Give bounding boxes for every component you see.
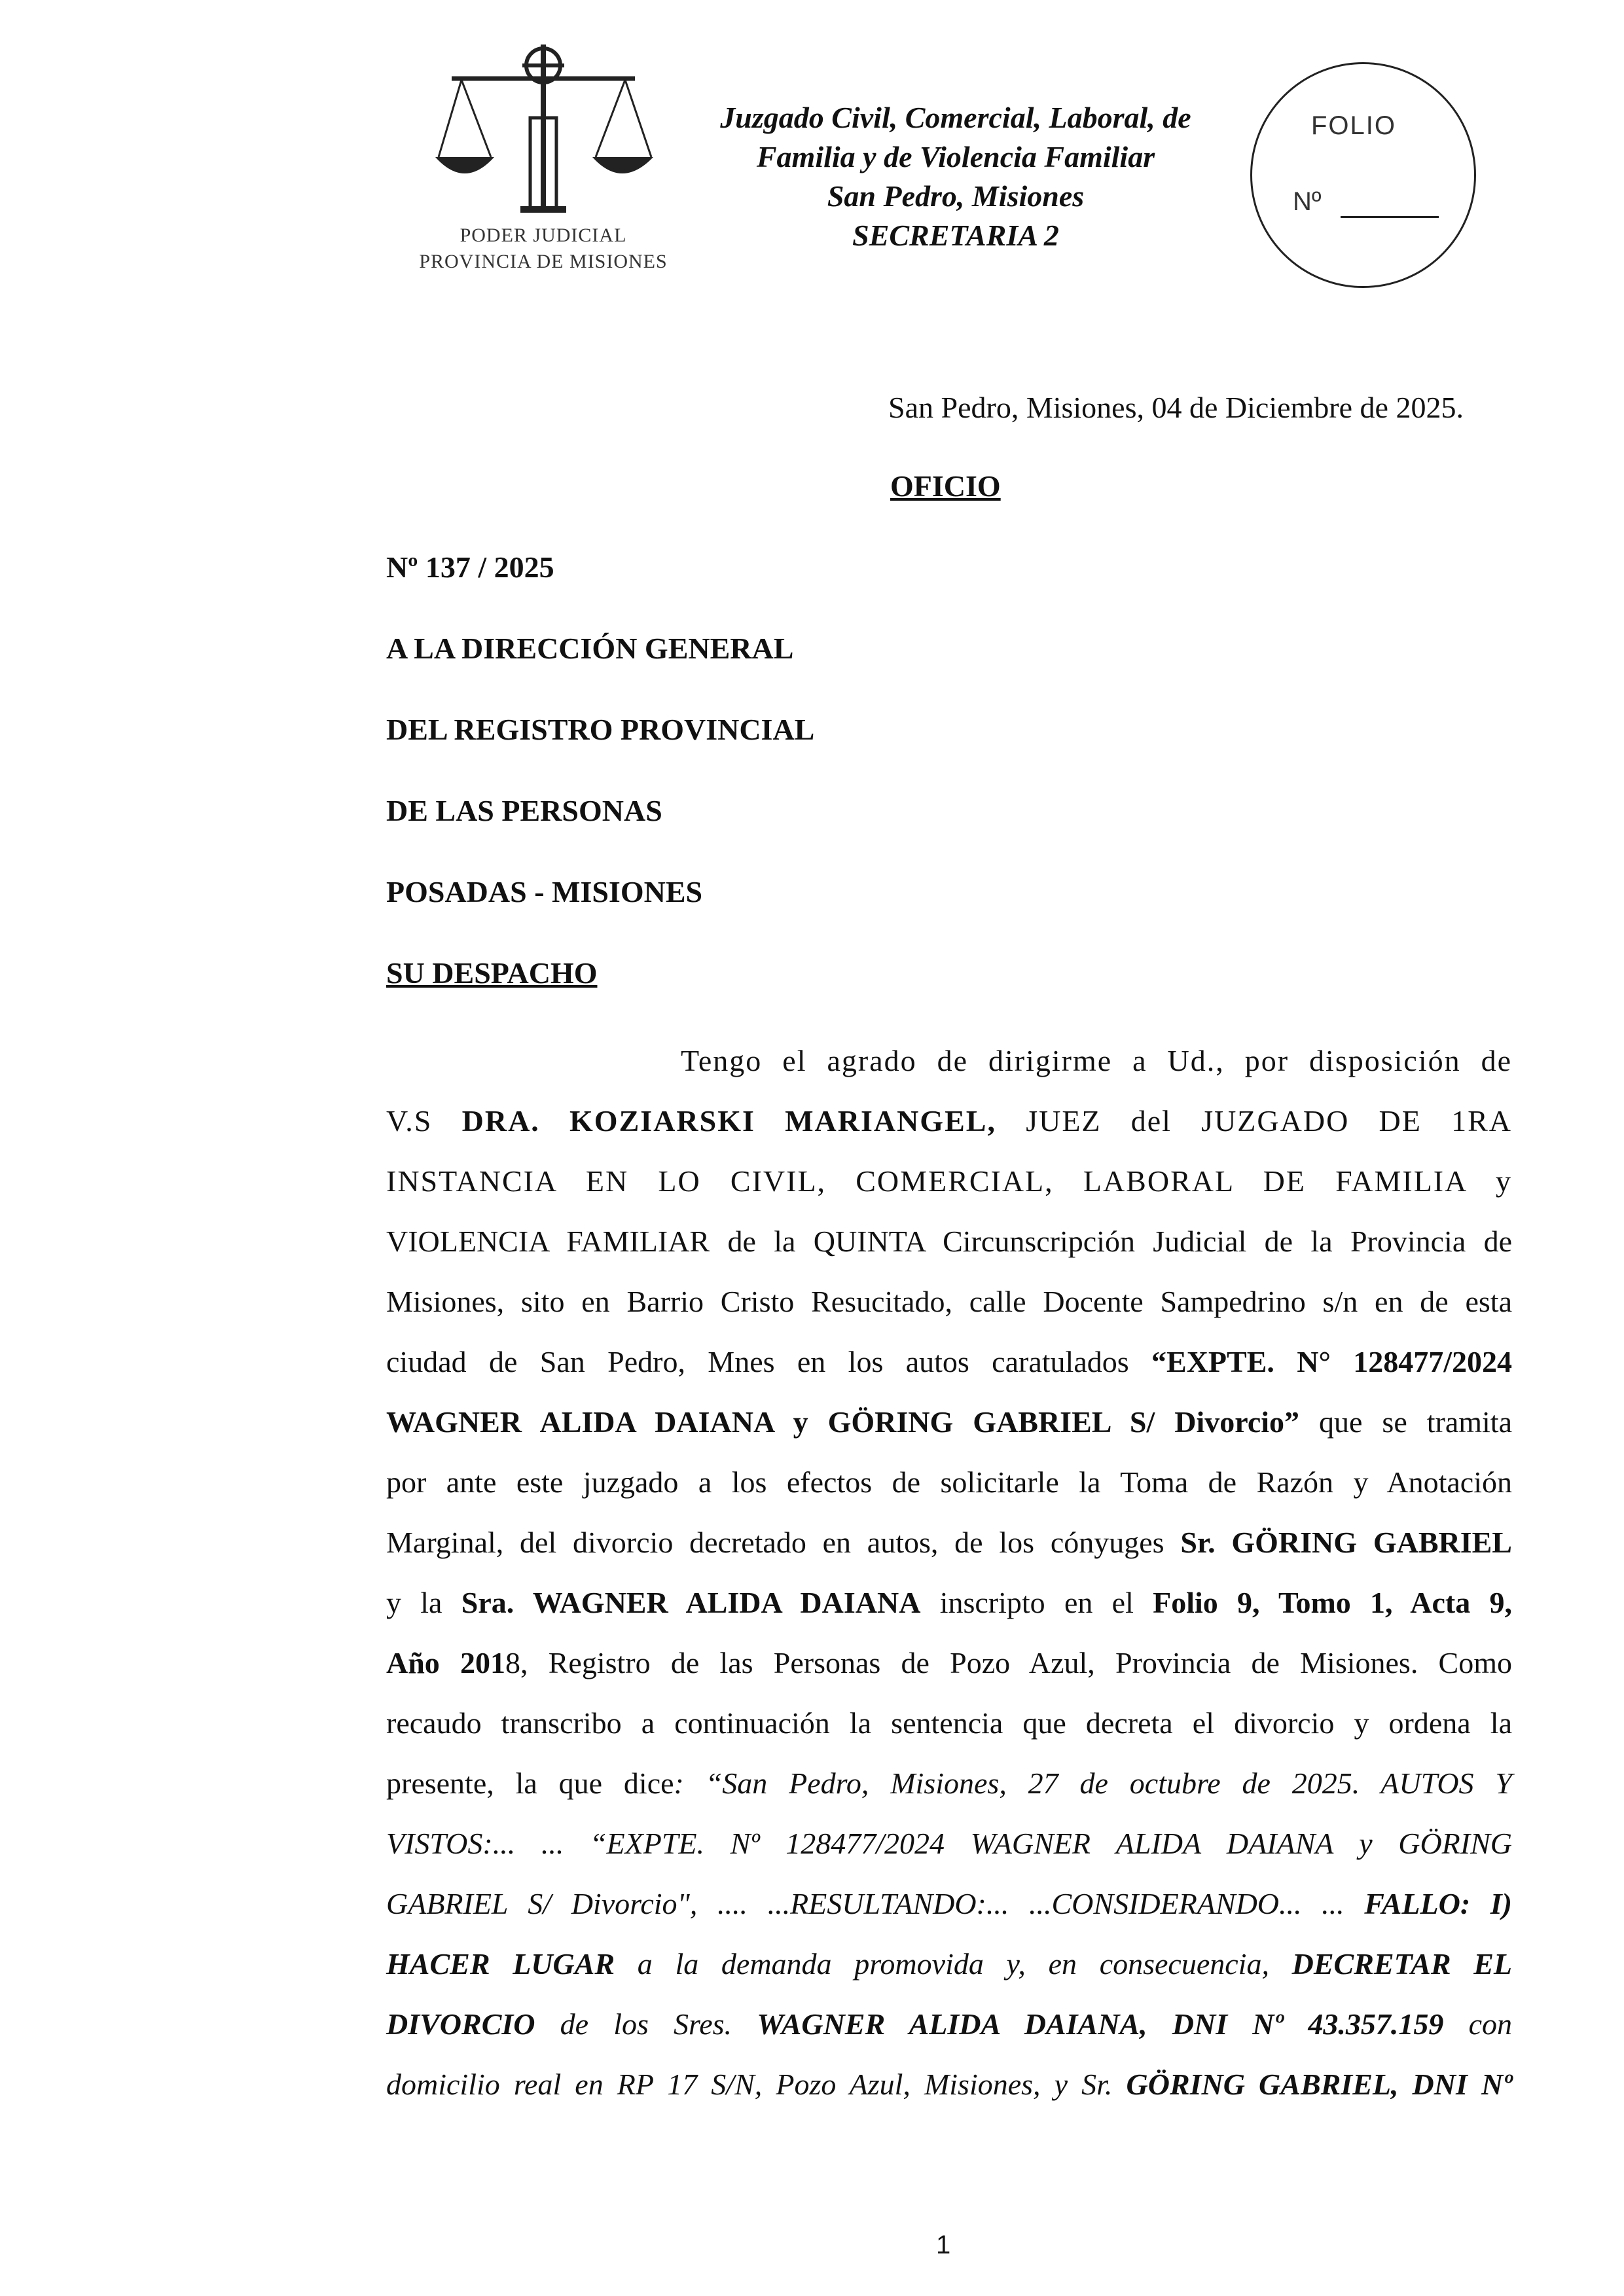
body-line-1: Tengo el agrado de dirigirme a Ud., por disposición de bbox=[681, 1044, 1512, 1077]
body-line-7: WAGNER ALIDA DAIANA y GÖRING GABRIEL S/ Divorcio” que se tramita bbox=[386, 1405, 1513, 1439]
body-line-2: V.S DRA. KOZIARSKI MARIANGEL, JUEZ del JUZGADO DE 1RA bbox=[386, 1104, 1512, 1138]
addressee-line-2: DEL REGISTRO PROVINCIAL bbox=[386, 713, 815, 746]
body-line-9: Marginal, del divorcio decretado en autos, de los cónyuges Sr. GÖRING GABRIEL bbox=[386, 1526, 1512, 1559]
body-line-10: y la Sra. WAGNER ALIDA DAIANA inscripto en el Folio 9, Tomo 1, Acta 9, bbox=[386, 1586, 1513, 1619]
court-line-4: SECRETARIA 2 bbox=[852, 219, 1059, 252]
addressee-line-3: DE LAS PERSONAS bbox=[386, 794, 662, 827]
body-line-17: DIVORCIO de los Sres. WAGNER ALIDA DAIANA, DNI Nº 43.357.159 con bbox=[386, 2007, 1512, 2041]
body-line-5: Misiones, sito en Barrio Cristo Resucitado, calle Docente Sampedrino s/n en de esta bbox=[386, 1285, 1512, 1318]
logo-line-1: PODER JUDICIAL bbox=[460, 224, 627, 246]
court-heading bbox=[681, 98, 1231, 255]
body-line-13: presente, la que dice: “San Pedro, Misiones, 27 de octubre de 2025. AUTOS Y bbox=[386, 1767, 1512, 1800]
body-line-6: ciudad de San Pedro, Mnes en los autos caratulados “EXPTE. N° 128477/2024 bbox=[386, 1345, 1513, 1378]
court-line-3: San Pedro, Misiones bbox=[827, 179, 1085, 213]
oficio-number: Nº 137 / 2025 bbox=[386, 550, 554, 584]
body-line-11: Año 2018, Registro de las Personas de Pozo Azul, Provincia de Misiones. Como bbox=[386, 1646, 1512, 1679]
body-line-4: VIOLENCIA FAMILIAR de la QUINTA Circunscripción Judicial de la Provincia de bbox=[386, 1225, 1512, 1258]
logo-line-2: PROVINCIA DE MISIONES bbox=[419, 251, 668, 272]
body-line-16: HACER LUGAR a la demanda promovida y, en consecuencia, DECRETAR EL bbox=[386, 1947, 1512, 1981]
date-line: San Pedro, Misiones, 04 de Diciembre de 2025. bbox=[888, 391, 1464, 424]
court-line-1: Juzgado Civil, Comercial, Laboral, de bbox=[720, 101, 1191, 134]
folio-number-label: Nº bbox=[1293, 187, 1322, 216]
court-line-2: Familia y de Violencia Familiar bbox=[756, 140, 1155, 173]
addressee-line-4: POSADAS - MISIONES bbox=[386, 875, 703, 908]
folio-number-blank bbox=[1341, 216, 1439, 218]
page-number: 1 bbox=[936, 2231, 951, 2259]
addressee-line-1: A LA DIRECCIÓN GENERAL bbox=[386, 632, 794, 665]
body-line-15: GABRIEL S/ Divorcio", .... ...RESULTANDO:... ...CONSIDERANDO... ... FALLO: I) bbox=[386, 1887, 1512, 1920]
body-line-12: recaudo transcribo a continuación la sentencia que decreta el divorcio y ordena la bbox=[386, 1706, 1512, 1740]
scales-of-justice-icon bbox=[432, 39, 655, 216]
body-line-3: INSTANCIA EN LO CIVIL, COMERCIAL, LABORAL DE FAMILIA y bbox=[386, 1164, 1512, 1198]
folio-stamp bbox=[1250, 62, 1476, 288]
body-line-14: VISTOS:... ... “EXPTE. Nº 128477/2024 WAGNER ALIDA DAIANA y GÖRING bbox=[386, 1827, 1512, 1860]
document-title: OFICIO bbox=[890, 469, 1001, 503]
addressee-line-5: SU DESPACHO bbox=[386, 956, 598, 990]
folio-label: FOLIO bbox=[1311, 111, 1397, 140]
body-line-8: por ante este juzgado a los efectos de solicitarle la Toma de Razón y Anotación bbox=[386, 1465, 1512, 1499]
poder-judicial-logo bbox=[399, 39, 687, 295]
body-line-18: domicilio real en RP 17 S/N, Pozo Azul, Misiones, y Sr. GÖRING GABRIEL, DNI Nº bbox=[386, 2068, 1512, 2101]
